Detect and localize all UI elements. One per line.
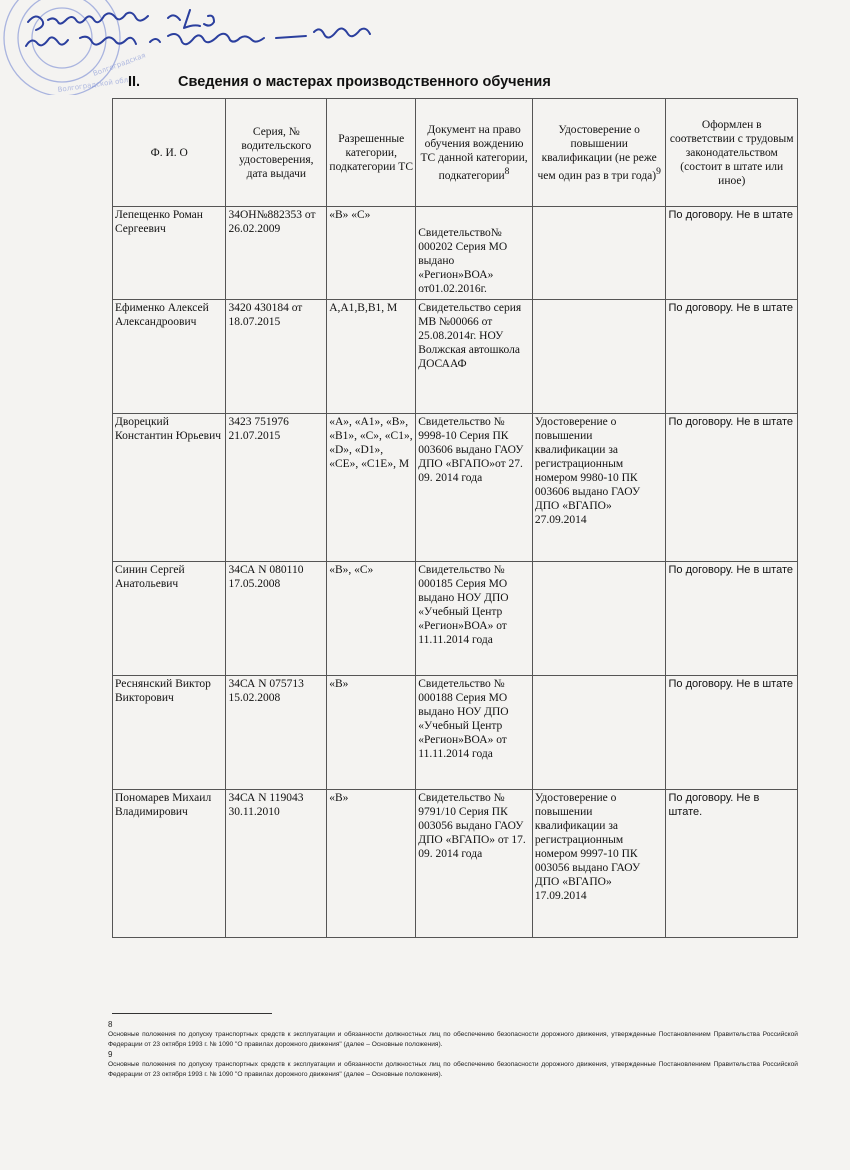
cell-document: Свидетельство№ 000202 Серия МО выдано «Регион»ВОА» от01.02.2016г. — [416, 207, 533, 300]
cell-name: Лепещенко Роман Сергеевич — [113, 207, 226, 300]
cell-license: 34ОН№882353 от 26.02.2009 — [226, 207, 327, 300]
table-row — [113, 207, 798, 300]
footnote-number: 9 — [108, 1050, 113, 1059]
cell-document: Свидетельство № 000188 Серия МО выдано НОУ ДПО «Учебный Центр «Регион»ВОА» от 11.11.2014 года — [416, 676, 533, 790]
cell-employment: По договору. Не в штате. — [666, 790, 798, 938]
table-header-row — [113, 99, 798, 207]
cell-categories: «В», «С» — [327, 562, 416, 676]
section-heading — [128, 74, 551, 90]
cell-license: 34СА N 119043 30.11.2010 — [226, 790, 327, 938]
footnote-separator — [112, 1013, 272, 1014]
cell-document: Свидетельство № 9998-10 Серия ПК 003606 выдано ГАОУ ДПО «ВГАПО»от 27. 09. 2014 года — [416, 414, 533, 562]
section-title: Сведения о мастерах производственного обучения — [178, 74, 551, 90]
cell-document: Свидетельство № 000185 Серия МО выдано НОУ ДПО «Учебный Центр «Регион»ВОА» от 11.11.2014 года — [416, 562, 533, 676]
cell-categories: «В» «С» — [327, 207, 416, 300]
header-employment: Оформлен в соответствии с трудовым законодательством (состоит в штате или иное) — [666, 99, 798, 207]
cell-license: 34СА N 075713 15.02.2008 — [226, 676, 327, 790]
cell-qualification: Удостоверение о повышении квалификации за регистрационным номером 9997-10 ПК 003056 выдано ГАОУ ДПО «ВГАПО» 17.09.2014 — [532, 790, 666, 938]
header-license: Серия, № водительского удостоверения, дата выдачи — [226, 99, 327, 207]
cell-qualification — [532, 207, 666, 300]
handwritten-signature-note — [18, 2, 418, 54]
svg-text:Волгоградской обл.: Волгоградской обл. — [57, 75, 131, 94]
cell-categories: А,А1,В,В1, М — [327, 300, 416, 414]
table-row — [113, 562, 798, 676]
cell-employment: По договору. Не в штате — [666, 414, 798, 562]
table-row — [113, 414, 798, 562]
svg-text:Волгоградская: Волгоградская — [91, 51, 147, 78]
cell-qualification — [532, 562, 666, 676]
cell-document: Свидетельство серия МВ №00066 от 25.08.2014г. НОУ Волжская автошкола ДОСААФ — [416, 300, 533, 414]
header-categories: Разрешенные категории, подкатегории ТС — [327, 99, 416, 207]
cell-categories: «А», «А1», «В», «В1», «С», «С1», «D», «D1», «СЕ», «С1Е», М — [327, 414, 416, 562]
cell-qualification: Удостоверение о повышении квалификации за регистрационным номером 9980-10 ПК 003606 выдано ГАОУ ДПО «ВГАПО» 27.09.2014 — [532, 414, 666, 562]
table-row — [113, 790, 798, 938]
cell-qualification — [532, 676, 666, 790]
cell-employment: По договору. Не в штате — [666, 207, 798, 300]
cell-name: Пономарев Михаил Владимирович — [113, 790, 226, 938]
cell-employment: По договору. Не в штате — [666, 562, 798, 676]
cell-license: 3423 751976 21.07.2015 — [226, 414, 327, 562]
cell-license: 34СА N 080110 17.05.2008 — [226, 562, 327, 676]
cell-name: Реснянский Виктор Викторович — [113, 676, 226, 790]
footnotes — [108, 1020, 798, 1080]
cell-categories: «В» — [327, 790, 416, 938]
masters-table — [112, 98, 798, 938]
cell-categories: «В» — [327, 676, 416, 790]
table-row — [113, 300, 798, 414]
footnote-text: Основные положения по допуску транспортных средств к эксплуатации и обязанности должностных лиц по обеспечению безопасности дорожного движения, утвержденные Постановлением Правительства Российской Федерации от 23 октября 1993 г. № 1090 "О правилах дорожного движения" (далее – Основные положения). — [108, 1061, 798, 1078]
cell-name: Дворецкий Константин Юрьевич — [113, 414, 226, 562]
section-number: II. — [128, 74, 141, 90]
cell-qualification — [532, 300, 666, 414]
cell-document: Свидетельство № 9791/10 Серия ПК 003056 выдано ГАОУ ДПО «ВГАПО» от 17. 09. 2014 года — [416, 790, 533, 938]
cell-license: 3420 430184 от 18.07.2015 — [226, 300, 327, 414]
footnote-text: Основные положения по допуску транспортных средств к эксплуатации и обязанности должностных лиц по обеспечению безопасности дорожного движения, утвержденные Постановлением Правительства Российской Федерации от 23 октября 1993 г. № 1090 "О правилах дорожного движения" (далее – Основные положения). — [108, 1031, 798, 1048]
header-qualification: Удостоверение о повышении квалификации (не реже чем один раз в три года)$^9$ — [532, 99, 666, 207]
header-fio: Ф. И. О — [113, 99, 226, 207]
cell-name: Ефименко Алексей Александроович — [113, 300, 226, 414]
cell-name: Синин Сергей Анатольевич — [113, 562, 226, 676]
footnote-number: 8 — [108, 1020, 113, 1029]
cell-employment: По договору. Не в штате — [666, 676, 798, 790]
header-training-document: Документ на право обучения вождению ТС данной категории, подкатегории$^8$ — [416, 99, 533, 207]
table-row — [113, 676, 798, 790]
cell-employment: По договору. Не в штате — [666, 300, 798, 414]
